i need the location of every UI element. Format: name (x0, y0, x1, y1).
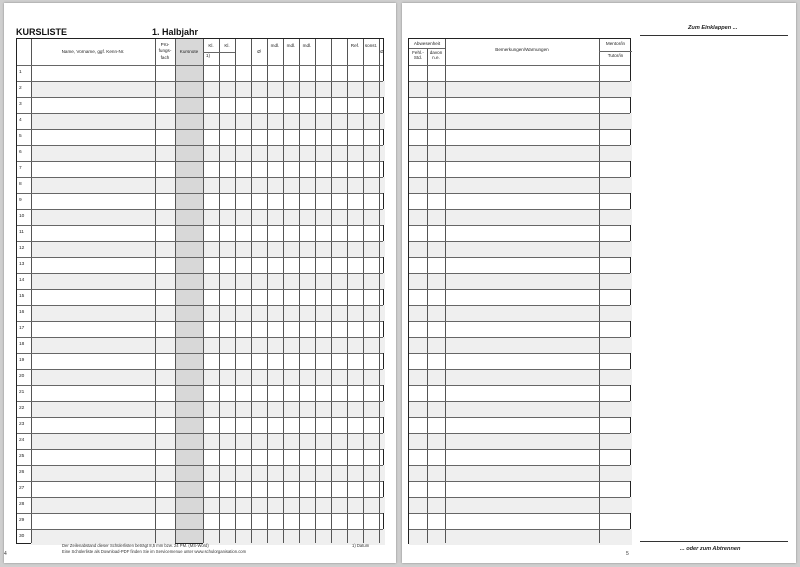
row-number: 29 (19, 518, 25, 523)
row-divider (17, 305, 383, 306)
row-shade (203, 369, 385, 385)
row-divider (409, 97, 630, 98)
row-number: 2 (19, 86, 22, 91)
row-divider (409, 529, 630, 530)
row-divider (409, 305, 630, 306)
row-divider (409, 401, 630, 402)
row-divider (17, 497, 383, 498)
row-divider (409, 81, 630, 82)
row-number: 8 (19, 182, 22, 187)
row-number: 16 (19, 310, 25, 315)
row-shade (31, 113, 175, 129)
header-unexcused-1: davon (429, 50, 443, 55)
row-divider (409, 177, 630, 178)
row-divider (17, 433, 383, 434)
row-divider (17, 193, 383, 194)
row-shade (31, 433, 175, 449)
row-number: 4 (19, 118, 22, 123)
row-number: 27 (19, 486, 25, 491)
row-divider (17, 177, 383, 178)
row-number: 9 (19, 198, 22, 203)
column-divider (599, 39, 600, 543)
row-shade (31, 145, 175, 161)
row-divider (409, 129, 630, 130)
row-divider (409, 497, 630, 498)
row-shade (203, 465, 385, 481)
column-divider (155, 39, 156, 543)
row-shade (31, 465, 175, 481)
fold-rule-top (640, 35, 788, 36)
row-number: 3 (19, 102, 22, 107)
column-divider (203, 39, 204, 543)
row-divider (17, 97, 383, 98)
row-divider (409, 241, 630, 242)
absence-subdivider (409, 48, 445, 49)
column-divider (315, 39, 316, 543)
row-divider (409, 225, 630, 226)
row-shade (203, 81, 385, 97)
row-divider (17, 129, 383, 130)
row-shade (203, 401, 385, 417)
left-page (4, 3, 396, 563)
row-number: 26 (19, 470, 25, 475)
row-divider (17, 81, 383, 82)
row-shade (31, 497, 175, 513)
row-divider (17, 337, 383, 338)
footnote-date: 1) Datum (352, 543, 370, 548)
header-exam-subject-1: Prü- (160, 42, 170, 47)
header-oral-2: mdl. (286, 43, 296, 48)
row-number: 25 (19, 454, 25, 459)
row-divider (409, 337, 630, 338)
header-exam-1-note: 1) (205, 53, 211, 58)
page-title: KURSLISTE (16, 27, 68, 37)
row-divider (409, 353, 630, 354)
semester-title: 1. Halbjahr (152, 27, 199, 37)
row-shade (203, 209, 385, 225)
row-divider (409, 209, 630, 210)
row-divider (409, 113, 630, 114)
row-divider (17, 465, 383, 466)
column-divider (31, 39, 32, 543)
row-number: 18 (19, 342, 25, 347)
row-divider (409, 513, 630, 514)
header-name: Name, Vorname, ggf. Kenn-Nr. (61, 49, 125, 54)
header-other: sonst. (364, 43, 378, 48)
row-divider (409, 417, 630, 418)
column-divider (427, 48, 428, 543)
page-number-left: 4 (4, 551, 7, 557)
row-number: 1 (19, 70, 22, 75)
row-shade (31, 369, 175, 385)
row-divider (17, 353, 383, 354)
column-divider (175, 39, 176, 543)
row-shade (31, 81, 175, 97)
right-page (402, 3, 796, 563)
row-divider (409, 273, 630, 274)
row-divider (17, 273, 383, 274)
header-divider (17, 65, 383, 66)
row-shade (203, 145, 385, 161)
row-number: 19 (19, 358, 25, 363)
row-number: 13 (19, 262, 25, 267)
row-divider (17, 209, 383, 210)
row-divider (409, 193, 630, 194)
header-exam-subject-2: fungs- (158, 48, 172, 53)
row-divider (409, 161, 630, 162)
row-number: 21 (19, 390, 25, 395)
header-exam-subject-3: fach (160, 55, 170, 60)
row-divider (17, 417, 383, 418)
column-divider (283, 39, 284, 543)
row-shade (203, 177, 385, 193)
row-shade (203, 337, 385, 353)
row-number: 7 (19, 166, 22, 171)
row-number: 14 (19, 278, 25, 283)
row-divider (17, 369, 383, 370)
row-shade (203, 305, 385, 321)
header-missed-hours-1: Fehl.- (412, 50, 424, 55)
column-divider (219, 39, 220, 543)
cut-label: ... oder zum Abtrennen (680, 546, 741, 552)
header-oral-1: mdl. (270, 43, 280, 48)
course-table (16, 38, 384, 544)
row-shade (31, 241, 175, 257)
column-divider (235, 39, 236, 543)
column-divider (379, 39, 380, 543)
row-divider (17, 529, 383, 530)
column-divider (363, 39, 364, 543)
header-absence: Abwesenheit (413, 41, 441, 46)
row-divider (409, 321, 630, 322)
row-shade (31, 273, 175, 289)
header-average-2: Ø (380, 49, 384, 54)
page-number-right: 5 (626, 551, 629, 557)
column-divider (267, 39, 268, 543)
fold-rule-bottom (640, 541, 788, 542)
row-number: 23 (19, 422, 25, 427)
row-shade (203, 433, 385, 449)
row-divider (409, 289, 630, 290)
header-divider-right (409, 65, 630, 66)
column-divider (299, 39, 300, 543)
row-divider (409, 385, 630, 386)
column-divider (331, 39, 332, 543)
row-divider (409, 433, 630, 434)
row-number: 28 (19, 502, 25, 507)
row-divider (409, 369, 630, 370)
grade-column-shade (175, 39, 203, 543)
column-divider (445, 39, 446, 543)
row-number: 6 (19, 150, 22, 155)
header-exam-2: Kl. (224, 43, 230, 48)
header-tutor: Tutor/in (607, 53, 624, 58)
row-divider (17, 161, 383, 162)
row-divider (17, 113, 383, 114)
row-divider (17, 513, 383, 514)
row-divider (17, 225, 383, 226)
row-divider (17, 385, 383, 386)
column-divider (251, 39, 252, 543)
row-divider (17, 401, 383, 402)
row-shade (203, 497, 385, 513)
row-divider (17, 257, 383, 258)
mentor-tutor-divider (599, 51, 632, 52)
header-mentor: Mentor/in (605, 41, 626, 46)
row-shade (203, 241, 385, 257)
row-number: 5 (19, 134, 22, 139)
fold-label: Zum Einklappen ... (688, 25, 738, 31)
header-presentation: Ref. (350, 43, 360, 48)
header-remarks: Bemerkungen/Warnungen (495, 47, 549, 52)
header-unexcused-2: n.e. (432, 55, 440, 60)
row-divider (409, 145, 630, 146)
header-oral-3: mdl. (302, 43, 312, 48)
row-number: 15 (19, 294, 25, 299)
row-number: 22 (19, 406, 25, 411)
row-shade (203, 113, 385, 129)
row-divider (409, 465, 630, 466)
row-number: 20 (19, 374, 25, 379)
row-divider (17, 481, 383, 482)
row-shade (31, 209, 175, 225)
header-missed-hours-2: Std. (413, 55, 423, 60)
row-divider (409, 481, 630, 482)
row-divider (17, 241, 383, 242)
column-divider (347, 39, 348, 543)
row-shade (31, 401, 175, 417)
row-number: 12 (19, 246, 25, 251)
row-shade (31, 177, 175, 193)
row-number: 17 (19, 326, 25, 331)
row-number: 30 (19, 534, 25, 539)
remarks-table (408, 38, 631, 544)
row-number: 11 (19, 230, 24, 235)
row-divider (17, 289, 383, 290)
row-shade (31, 337, 175, 353)
header-exam-1: Kl. (208, 43, 214, 48)
row-divider (17, 321, 383, 322)
row-divider (409, 449, 630, 450)
row-number: 10 (19, 214, 25, 219)
header-average-1: Ø (257, 49, 261, 54)
header-course-grade: Kursnote (179, 49, 199, 54)
row-divider (17, 145, 383, 146)
row-shade (203, 273, 385, 289)
row-divider (409, 257, 630, 258)
footnote-download: Eine Schülerliste als Download-PDF finden Sie im Servicemenue unter www.schulorganisation.com (62, 549, 247, 554)
footnote-line-spacing: Der Zeilenabstand dieser Schülerlisten beträgt 8,5 mm bzw. 24 PM. (MS-Word) (62, 543, 209, 548)
row-shade (31, 305, 175, 321)
row-divider (17, 449, 383, 450)
row-number: 24 (19, 438, 25, 443)
